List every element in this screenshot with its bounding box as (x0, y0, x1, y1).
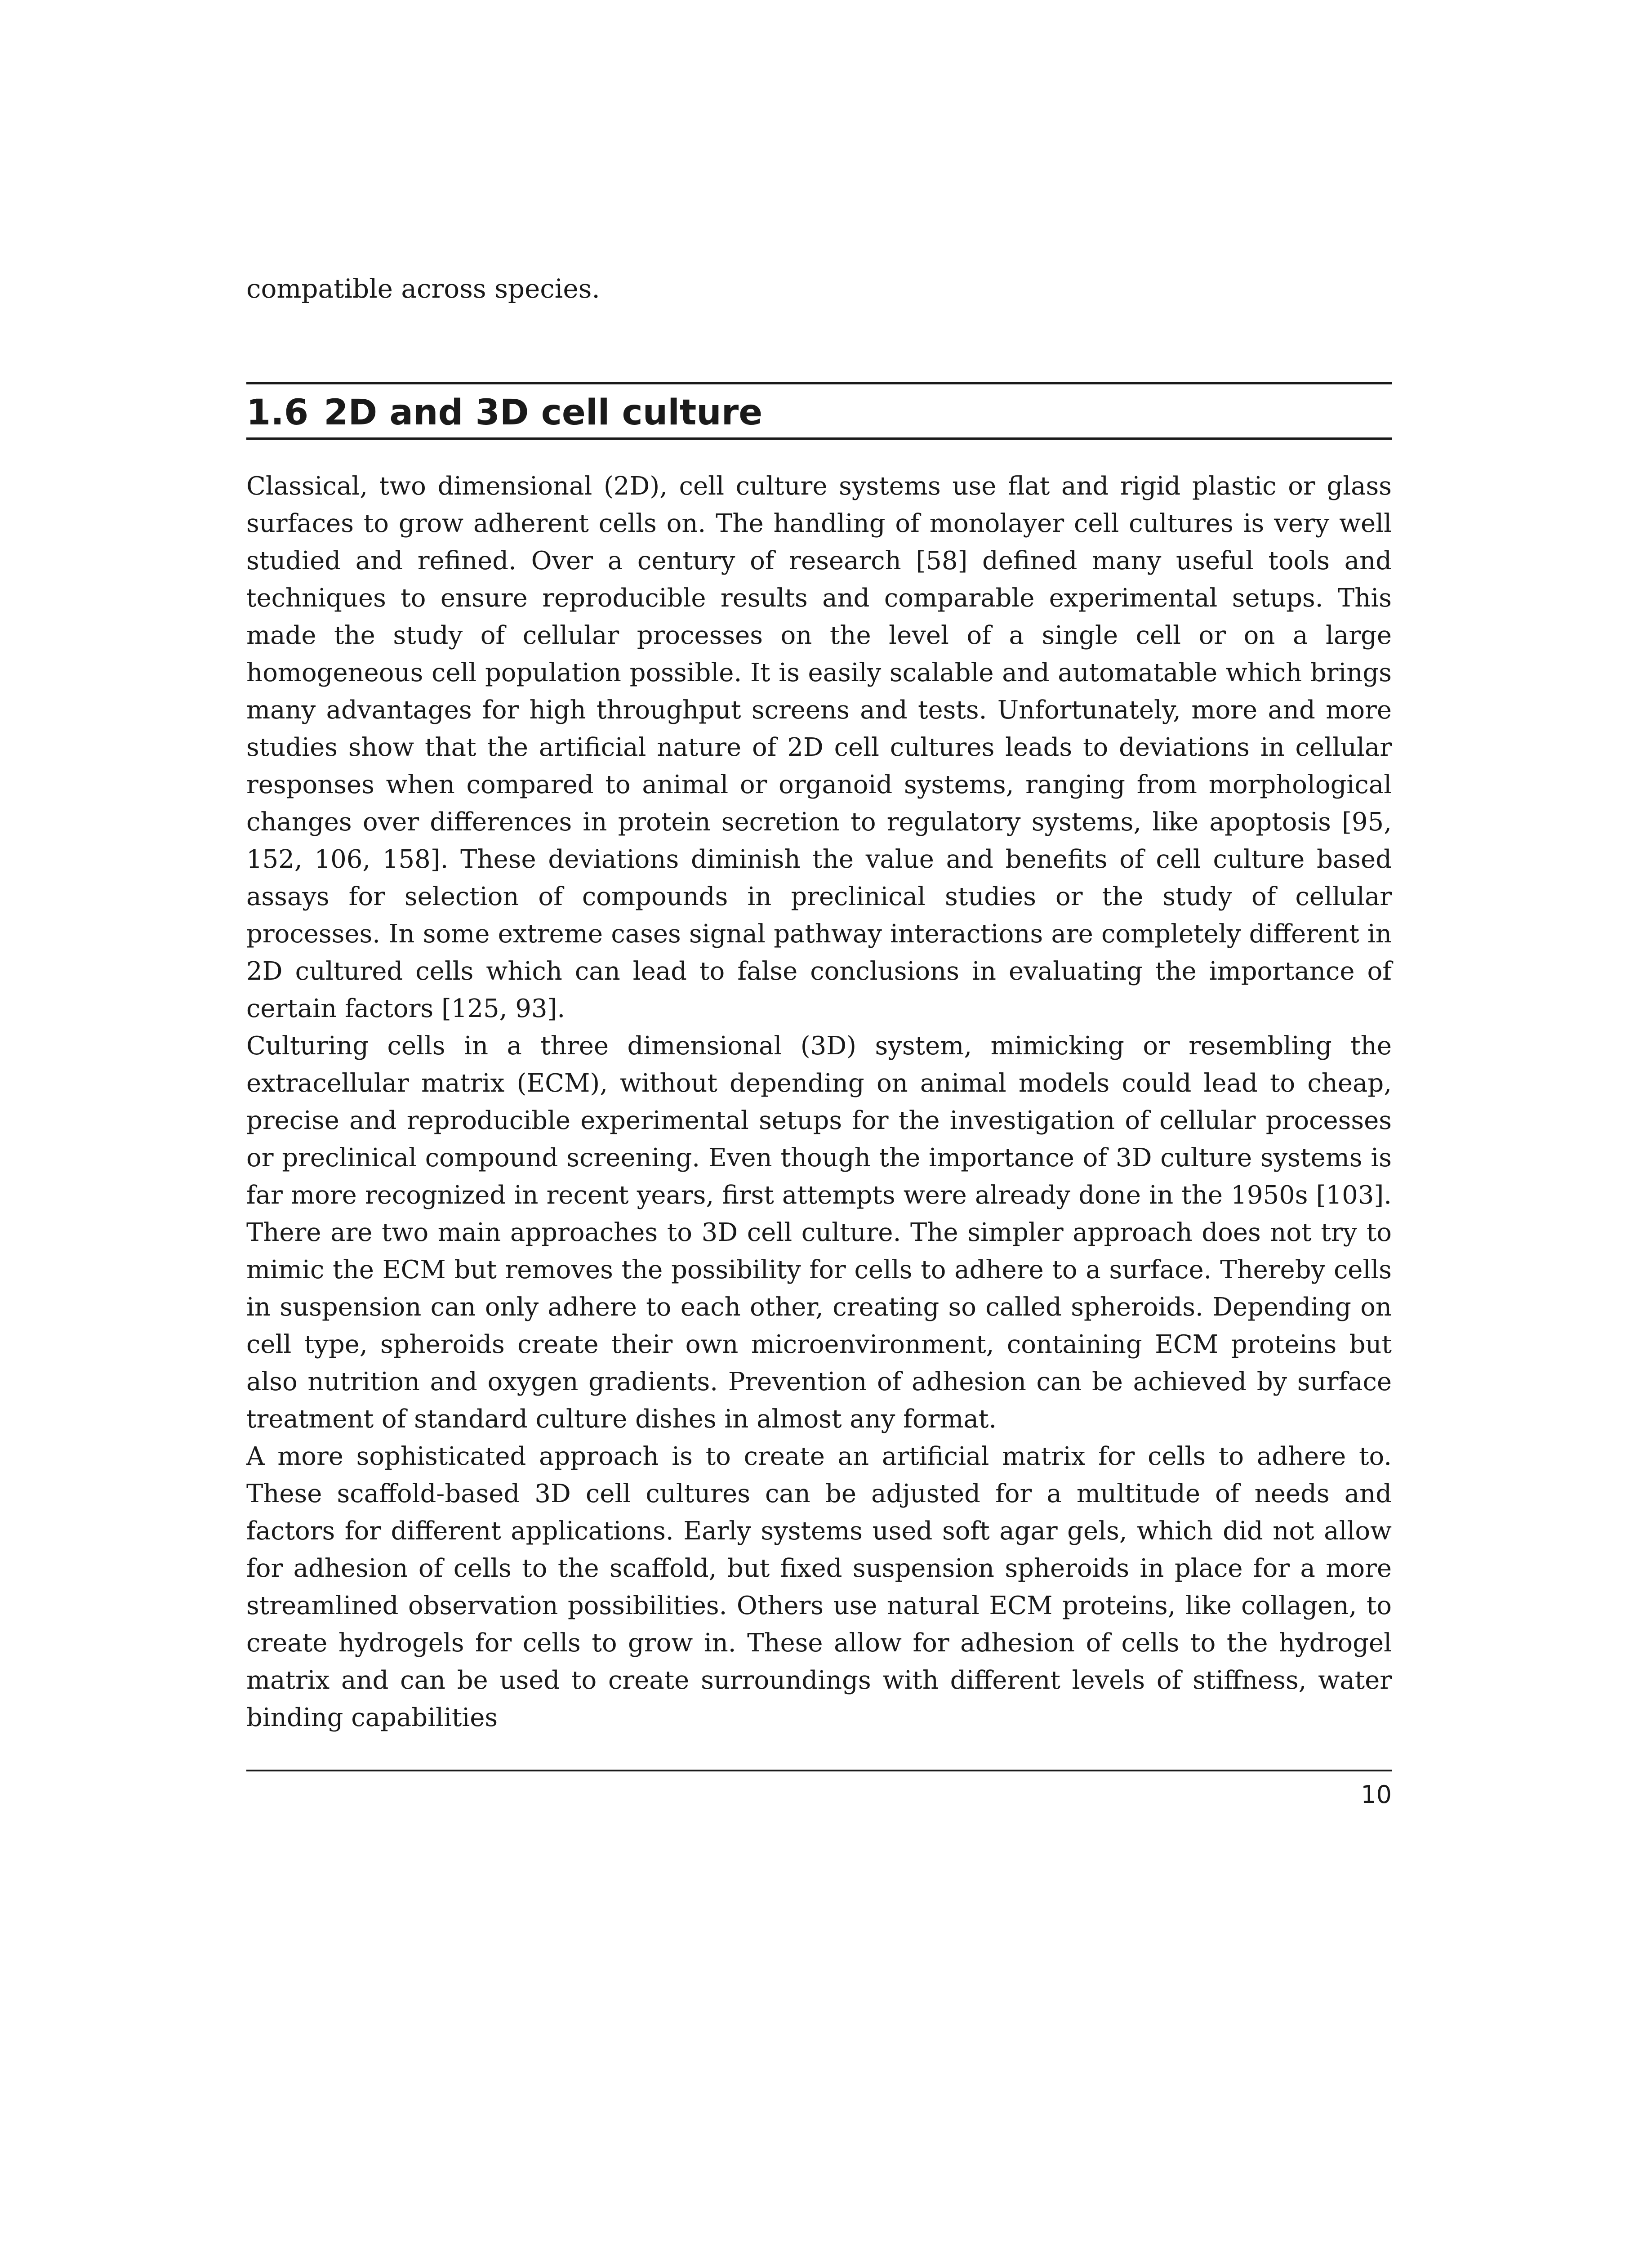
footer-rule (246, 1770, 1392, 1771)
section-title (246, 393, 762, 433)
section-number: 1.6 (246, 393, 309, 433)
paragraph-3d-culture: Culturing cells in a three dimensional (3D) system, mimicking or resembling the extracellular matrix (ECM), without depending on animal models could lead to cheap, precise and reproducible experimental setups for the investigation of cellular processes or preclinical compound screening. Even though the importance of 3D culture systems is far more recognized in recent years, first attempts were already done in the 1950s [103]. There are two main approaches to 3D cell culture. The simpler approach does not try to mimic the ECM but removes the possibility for cells to adhere to a surface. Thereby cells in suspension can only adhere to each other, creating so called spheroids. Depending on cell type, spheroids create their own microenvironment, containing ECM proteins but also nutrition and oxygen gradients. Prevention of adhesion can be achieved by surface treatment of standard culture dishes in almost any format. (246, 1031, 1392, 1434)
continued-text: compatible across species. (246, 273, 600, 304)
document-page (246, 0, 1392, 2248)
page-number: 10 (1361, 1780, 1392, 1809)
section-heading-block (246, 382, 1392, 440)
section-title-text: 2D and 3D cell culture (324, 393, 763, 433)
paragraph-scaffold-culture: A more sophisticated approach is to create an artificial matrix for cells to adhere to. These scaffold-based 3D cell cultures can be adjusted for a multitude of needs and factors for different applications. Early systems used soft agar gels, which did not allow for adhesion of cells to the scaffold, but fixed suspension spheroids in place for a more streamlined observation possibilities. Others use natural ECM proteins, like collagen, to create hydrogels for cells to grow in. These allow for adhesion of cells to the hydrogel matrix and can be used to create surroundings with different levels of stiffness, water binding capabilities (246, 1442, 1392, 1732)
body-text (246, 468, 1392, 1736)
paragraph-2d-culture: Classical, two dimensional (2D), cell culture systems use flat and rigid plastic or glass surfaces to grow adherent cells on. The handling of monolayer cell cultures is very well studied and refined. Over a century of research [58] defined many useful tools and techniques to ensure reproducible results and comparable experimental setups. This made the study of cellular processes on the level of a single cell or on a large homogeneous cell population possible. It is easily scalable and automatable which brings many advantages for high throughput screens and tests. Unfortunately, more and more studies show that the artificial nature of 2D cell cultures leads to deviations in cellular responses when compared to animal or organoid systems, ranging from morphological changes over differences in protein secretion to regulatory systems, like apoptosis [95, 152, 106, 158]. These deviations diminish the value and benefits of cell culture based assays for selection of compounds in preclinical studies or the study of cellular processes. In some extreme cases signal pathway interactions are completely different in 2D cultured cells which can lead to false conclusions in evaluating the importance of certain factors [125, 93]. (246, 472, 1392, 1023)
